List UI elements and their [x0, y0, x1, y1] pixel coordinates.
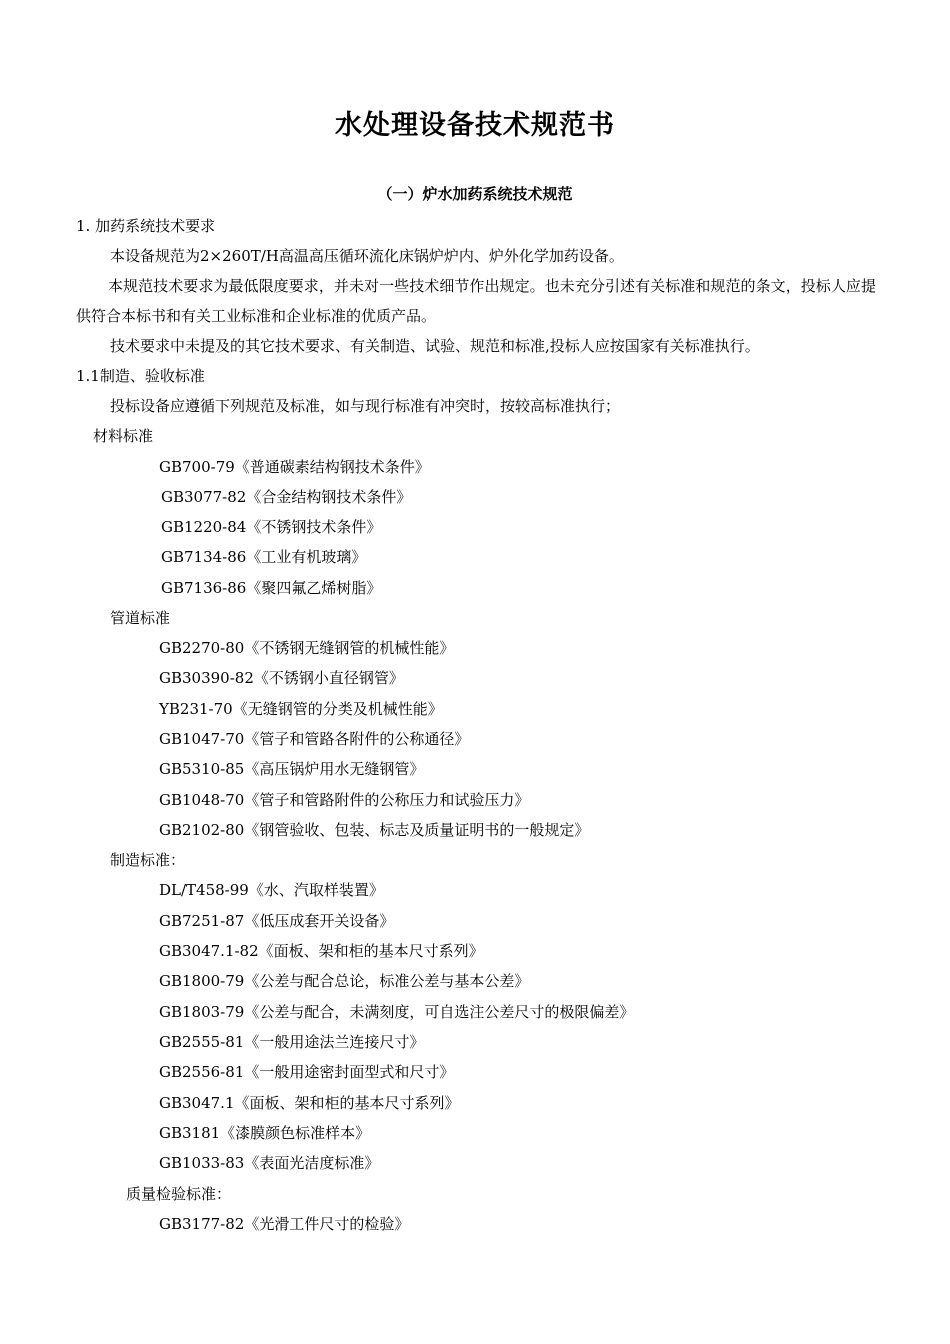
standard-item: GB7134-86《工业有机玻璃》: [161, 548, 367, 566]
standard-item: YB231-70《无缝钢管的分类及机械性能》: [159, 700, 443, 718]
standard-item: GB7251-87《低压成套开关设备》: [159, 912, 395, 930]
standard-item: GB1803-79《公差与配合，未满刻度，可自选注公差尺寸的极限偏差》: [159, 1003, 635, 1021]
standard-item: GB7136-86《聚四氟乙烯树脂》: [161, 579, 382, 597]
heading-standards: 1.1制造、验收标准: [76, 367, 205, 385]
standard-item: GB3181《漆膜颜色标准样本》: [159, 1124, 371, 1142]
standard-item: GB1033-83《表面光洁度标准》: [159, 1154, 380, 1172]
pipes-heading: 管道标准: [110, 609, 171, 627]
paragraph-minimum-requirements: 本规范技术要求为最低限度要求，并未对一些技术细节作出规定。也未充分引述有关标准和规范的条文，投标人应提供符合本标书和有关工业标准和企业标准的优质产品。: [76, 277, 876, 325]
standard-item: GB1048-70《管子和管路附件的公称压力和试验压力》: [159, 791, 530, 809]
standard-item: GB5310-85《高压锅炉用水无缝钢管》: [159, 760, 425, 778]
standard-item: GB30390-82《不锈钢小直径钢管》: [159, 669, 404, 687]
standard-item: GB2102-80《钢管验收、包装、标志及质量证明书的一般规定》: [159, 821, 590, 839]
standard-item: GB3077-82《合金结构钢技术条件》: [161, 488, 412, 506]
materials-heading: 材料标准: [93, 427, 154, 445]
standard-item: GB2270-80《不锈钢无缝钢管的机械性能》: [159, 639, 455, 657]
standard-item: GB1047-70《管子和管路各附件的公称通径》: [159, 730, 470, 748]
standard-item: GB1800-79《公差与配合总论，标准公差与基本公差》: [159, 972, 530, 990]
paragraph-standards-intro: 投标设备应遵循下列规范及标准，如与现行标准有冲突时，按较高标准执行；: [110, 397, 621, 415]
standard-item: GB2555-81《一般用途法兰连接尺寸》: [159, 1033, 425, 1051]
section-title: （一）炉水加药系统技术规范: [377, 185, 573, 203]
standard-item: GB3177-82《光滑工件尺寸的检验》: [159, 1215, 410, 1233]
standard-item: GB1220-84《不锈钢技术条件》: [161, 518, 382, 536]
standard-item: DL/T458-99《水、汽取样装置》: [159, 881, 384, 899]
standard-item: GB3047.1《面板、架和柜的基本尺寸系列》: [159, 1094, 460, 1112]
document-title: 水处理设备技术规范书: [335, 110, 615, 141]
standard-item: GB2556-81《一般用途密封面型式和尺寸》: [159, 1063, 455, 1081]
heading-requirements: 1. 加药系统技术要求: [76, 217, 216, 235]
paragraph-other-requirements: 技术要求中未提及的其它技术要求、有关制造、试验、规范和标准,投标人应按国家有关标准执行。: [110, 337, 760, 355]
standard-item: GB700-79《普通碳素结构钢技术条件》: [159, 458, 430, 476]
standard-item: GB3047.1-82《面板、架和柜的基本尺寸系列》: [159, 942, 484, 960]
manufacturing-heading: 制造标准：: [110, 851, 186, 869]
quality-heading: 质量检验标准：: [126, 1185, 232, 1203]
paragraph-scope: 本设备规范为2×260T/H高温高压循环流化床锅炉炉内、炉外化学加药设备。: [110, 247, 624, 265]
